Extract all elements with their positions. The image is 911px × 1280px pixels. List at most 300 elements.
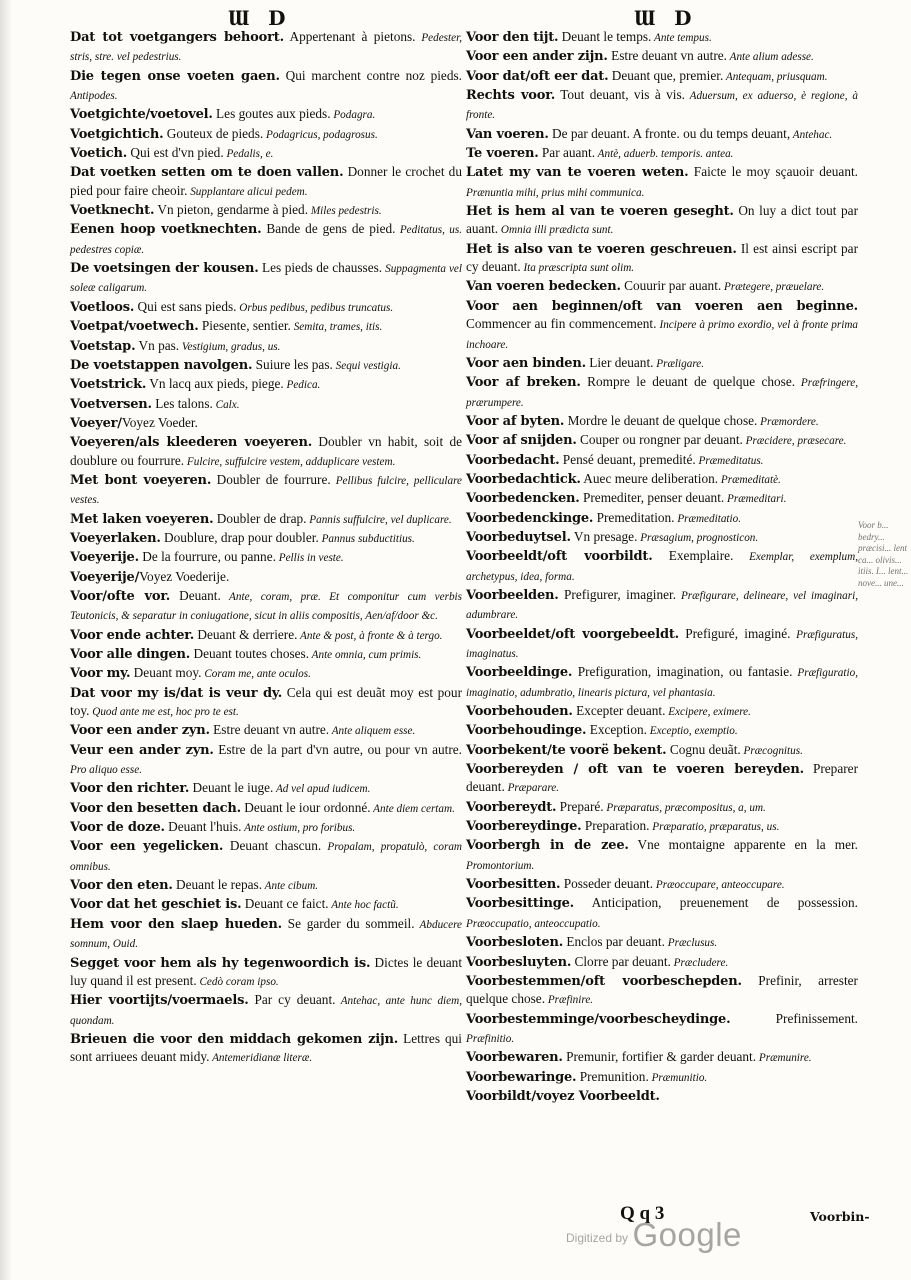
entry-latin-gloss: Ad vel apud iudicem.	[273, 783, 371, 796]
dictionary-entry	[70, 818, 462, 837]
entry-french-gloss: Couper ou rongner par deuant.	[576, 432, 743, 448]
entry-latin-gloss: Suppagmenta vel soleæ caligarum.	[70, 263, 462, 295]
entry-french-gloss: Prefiguré, imaginé.	[678, 625, 791, 641]
left-column	[70, 28, 462, 1068]
entry-latin-gloss: Præfinitio.	[466, 1032, 515, 1045]
entry-latin-gloss: Præparatio, præparatus, us.	[649, 821, 780, 834]
dictionary-entry	[70, 954, 462, 992]
entry-headword: Eenen hoop voetknechten.	[70, 222, 262, 238]
entry-headword: Voorbedencken.	[466, 491, 580, 507]
entry-headword: De voetstappen navolgen.	[70, 357, 253, 373]
entry-headword: Voetich.	[70, 146, 128, 162]
entry-french-gloss: Il est ainsi escript par cy deuant.	[466, 240, 858, 275]
entry-headword: Voorbergh in de zee.	[466, 838, 629, 854]
entry-latin-gloss: Sequi vestigia.	[332, 359, 401, 372]
entry-headword: Voor my.	[70, 666, 131, 682]
dictionary-entry	[466, 972, 858, 1010]
entry-french-gloss: Vn pieton, gendarme à pied.	[154, 202, 309, 218]
entry-french-gloss: Cela qui est deuãt moy est pour toy.	[70, 684, 462, 719]
entry-french-gloss: Par cy deuant.	[248, 992, 336, 1008]
entry-headword: Voor ende achter.	[70, 627, 195, 643]
entry-latin-gloss: Præoccupatio, anteoccupatio.	[466, 917, 601, 930]
handwritten-margin-note: Voor b... bedry... præcisi... lent ca... olivis... itiis. I... lent... nove... une...	[858, 520, 909, 588]
dictionary-entry	[70, 414, 462, 433]
entry-headword: Voeyerije.	[70, 550, 139, 566]
entry-french-gloss: Vn pas.	[135, 337, 180, 353]
dictionary-entry	[70, 626, 462, 645]
entry-headword: Voorbeeldinge.	[466, 665, 573, 681]
dictionary-entry	[466, 586, 858, 625]
entry-latin-gloss: Ante, coram, præ. Et componitur cum verbis Teutonicis, & separatur in coniugatione, sicut in aliis compositis, Aen/af/door &c.	[70, 590, 462, 623]
entry-latin-gloss: Semita, trames, itis.	[290, 321, 383, 334]
entry-headword: De voetsingen der kousen.	[70, 261, 259, 277]
dictionary-entry	[70, 991, 462, 1030]
dictionary-entry	[70, 837, 462, 876]
entry-french-gloss: Deuant le repas.	[172, 877, 263, 893]
dictionary-entry	[466, 760, 858, 798]
dictionary-entry	[70, 356, 462, 375]
dictionary-entry	[466, 953, 858, 972]
entry-headword: Die tegen onse voeten gaen.	[70, 68, 280, 84]
entry-headword: Voor/ofte vor.	[70, 588, 171, 604]
dictionary-entry	[466, 836, 858, 875]
entry-latin-gloss: Pedalis, e.	[223, 148, 274, 161]
dictionary-entry	[70, 645, 462, 664]
entry-headword: Voorbehouden.	[466, 704, 573, 720]
dictionary-entry	[466, 528, 858, 547]
entry-french-gloss: Enclos par deuant.	[563, 934, 665, 950]
entry-headword: Voor af byten.	[466, 413, 565, 429]
entry-french-gloss: Prefinissement.	[730, 1010, 858, 1026]
entry-headword: Voetgichtich.	[70, 126, 164, 142]
dictionary-entry	[466, 470, 858, 489]
entry-latin-gloss: Excipere, eximere.	[665, 706, 751, 719]
entry-latin-gloss: Coram me, ante oculos.	[201, 668, 311, 681]
entry-headword: Met bont voeyeren.	[70, 472, 212, 488]
entry-french-gloss: Doubler vn habit, soit de doublure ou fourrure.	[70, 434, 462, 468]
entry-french-gloss: Deuant moy.	[130, 665, 202, 681]
entry-headword: Voor den eten.	[70, 878, 173, 894]
dictionary-entry	[70, 317, 462, 336]
dictionary-entry	[466, 202, 858, 240]
entry-headword: Voorbedacht.	[466, 452, 560, 468]
entry-headword: Voor de doze.	[70, 820, 165, 836]
entry-french-gloss: Mordre le deuant de quelque chose.	[564, 412, 758, 428]
dictionary-entry	[466, 67, 858, 86]
dictionary-entry	[70, 510, 462, 529]
entry-french-gloss: Exemplaire.	[652, 548, 734, 564]
dictionary-entry	[70, 67, 462, 106]
entry-french-gloss: Vne montaigne apparente en la mer.	[628, 837, 858, 853]
dictionary-entry	[70, 105, 462, 124]
dictionary-entry	[70, 741, 462, 780]
entry-french-gloss: Anticipation, preuenement de possession.	[574, 895, 858, 911]
entry-headword: Dat tot voetgangers behoort.	[70, 30, 284, 45]
entry-headword: Voorbewaren.	[466, 1050, 563, 1066]
dictionary-entry	[70, 163, 462, 201]
entry-latin-gloss: Antemeridianæ literæ.	[209, 1052, 313, 1065]
entry-french-gloss: Bande de gens de pied.	[261, 221, 396, 237]
entry-latin-gloss: Antehac, ante hunc diem, quondam.	[70, 995, 462, 1027]
entry-french-gloss: Doublure, drap pour doubler.	[160, 529, 319, 545]
entry-french-gloss: Donner le crochet du pied pour faire cheoir.	[70, 164, 462, 198]
entry-latin-gloss: Vestigium, gradus, us.	[179, 340, 281, 353]
dictionary-entry	[466, 240, 858, 278]
entry-french-gloss: Prefinir, arrester quelque chose.	[466, 972, 858, 1007]
running-head-right: Ɯ D	[634, 6, 698, 30]
entry-headword: Voeyerlaken.	[70, 530, 161, 546]
entry-french-gloss: Faicte le moy sçauoir deuant.	[688, 164, 858, 180]
entry-latin-gloss: Prætegere, præuelare.	[721, 281, 825, 294]
entry-headword: Voorbereydinge.	[466, 819, 582, 835]
entry-french-gloss: Exception.	[586, 722, 647, 738]
entry-latin-gloss: Ita præscripta sunt olim.	[520, 262, 635, 275]
dictionary-entry	[70, 144, 462, 163]
entry-french-gloss: Estre deuant vn autre.	[607, 48, 728, 64]
entry-latin-gloss: Pro aliquo esse.	[70, 764, 142, 777]
entry-french-gloss: Auec meure deliberation.	[580, 470, 719, 486]
entry-headword: Voetgichte/voetovel.	[70, 107, 213, 123]
dictionary-entry	[466, 933, 858, 952]
entry-french-gloss: Estre deuant vn autre.	[209, 722, 330, 738]
dictionary-entry	[466, 1048, 858, 1067]
entry-latin-gloss: Præligare.	[653, 357, 705, 370]
dictionary-entry	[70, 915, 462, 954]
entry-french-gloss: Les goutes aux pieds.	[212, 106, 331, 122]
entry-latin-gloss: Promontorium.	[466, 859, 535, 872]
entry-french-gloss: De la fourrure, ou panne.	[138, 549, 276, 565]
entry-french-gloss: Commencer au fin commencement.	[466, 316, 657, 332]
entry-headword: Voeyer/	[70, 415, 122, 431]
entry-headword: Voorbedenckinge.	[466, 510, 594, 526]
entry-french-gloss: Deuant & derriere.	[194, 626, 298, 642]
dictionary-entry	[466, 297, 858, 354]
dictionary-entry	[466, 489, 858, 508]
entry-latin-gloss: Cedò coram ipso.	[196, 975, 279, 988]
entry-latin-gloss: Ante cibum.	[262, 880, 319, 893]
entry-headword: Voetversen.	[70, 396, 152, 412]
dictionary-entry	[466, 1087, 858, 1106]
dictionary-entry	[466, 547, 858, 586]
running-head-left: Ɯ D	[228, 6, 292, 30]
signature-mark: Q q 3	[620, 1203, 665, 1224]
page-gutter-shadow	[0, 0, 12, 1280]
entry-french-gloss: Gouteux de pieds.	[163, 125, 264, 141]
entry-headword: Voorbesittinge.	[466, 896, 574, 912]
entry-headword: Voorbeduytsel.	[466, 529, 571, 545]
dictionary-entry	[70, 568, 462, 587]
entry-headword: Voor den besetten dach.	[70, 800, 241, 816]
entry-french-gloss: On luy a dict tout par auant.	[466, 203, 858, 237]
entry-latin-gloss: Præoccupare, anteoccupare.	[653, 879, 785, 892]
entry-headword: Voorbedachtick.	[466, 471, 581, 487]
entry-latin-gloss: Exceptio, exemptio.	[646, 725, 738, 738]
entry-headword: Voetloos.	[70, 299, 135, 315]
dictionary-entry	[70, 433, 462, 471]
dictionary-entry	[466, 144, 858, 163]
entry-headword: Voor den tijt.	[466, 30, 559, 45]
entry-french-gloss: Deuant toutes choses.	[190, 646, 310, 661]
entry-latin-gloss: Pannus subductitius.	[318, 532, 415, 545]
entry-latin-gloss: Antè, aduerb. temporis. antea.	[595, 148, 734, 161]
catchword: Voorbin-	[810, 1209, 870, 1224]
entry-latin-gloss: Præmeditatio.	[674, 512, 742, 525]
entry-french-gloss: Deuant le temps.	[558, 29, 652, 44]
entry-french-gloss: Doubler de drap.	[213, 510, 307, 526]
entry-headword: Voorbereyden / oft van te voeren bereyden.	[466, 762, 804, 778]
dictionary-entry	[70, 375, 462, 394]
entry-headword: Voor aen beginnen/oft van voeren aen beginne.	[466, 298, 858, 314]
entry-latin-gloss: Fulcire, suffulcire vestem, adduplicare vestem.	[184, 455, 396, 468]
entry-headword: Te voeren.	[466, 146, 539, 162]
entry-french-gloss: De par deuant. A fronte. ou du temps deuant,	[548, 125, 791, 141]
right-column	[466, 28, 858, 1106]
entry-headword: Voor dat het geschiet is.	[70, 897, 242, 913]
entry-latin-gloss: Præcidere, præsecare.	[742, 435, 847, 448]
entry-latin-gloss: Prænuntia mihi, prius mihi communica.	[466, 186, 645, 199]
entry-headword: Voeyeren/als kleederen voeyeren.	[70, 435, 313, 451]
entry-latin-gloss: Præmunire.	[756, 1052, 812, 1065]
entry-headword: Voorbeeldt/oft voorbildt.	[466, 549, 653, 565]
entry-latin-gloss: Aduersum, ex aduerso, è regione, à fronte.	[466, 90, 858, 122]
entry-french-gloss: Qui est sans pieds.	[134, 298, 237, 314]
entry-french-gloss: Prefiguration, imagination, ou fantasie.	[572, 664, 793, 680]
dictionary-entry	[70, 876, 462, 895]
dictionary-entry	[466, 875, 858, 894]
dictionary-entry	[70, 471, 462, 510]
entry-latin-gloss: Miles pedestris.	[308, 205, 382, 218]
entry-headword: Dat voetken setten om te doen vallen.	[70, 165, 344, 181]
entry-latin-gloss: Pedester, stris, stre. vel pedestrius.	[70, 32, 463, 64]
entry-french-gloss: Deuant.	[170, 587, 221, 603]
entry-latin-gloss: Antehac.	[790, 128, 833, 141]
entry-latin-gloss: Omnia illi prædicta sunt.	[498, 224, 614, 237]
dictionary-entry	[466, 817, 858, 836]
entry-french-gloss: Suiure les pas.	[252, 356, 333, 372]
entry-latin-gloss: Peditatus, us. pedestres copiæ.	[70, 224, 462, 256]
entry-headword: Voetstap.	[70, 338, 136, 354]
entry-headword: Voorbehoudinge.	[466, 723, 587, 739]
entry-french-gloss: Tout deuant, vis à vis.	[555, 87, 685, 103]
dictionary-entry	[466, 1068, 858, 1087]
dictionary-entry	[466, 373, 858, 412]
dictionary-entry	[70, 664, 462, 683]
dictionary-entry	[70, 395, 462, 414]
entry-latin-gloss: Præcognitus.	[740, 744, 803, 757]
entry-latin-gloss: Ante ostium, pro foribus.	[241, 822, 356, 835]
entry-french-gloss: Lier deuant.	[585, 354, 654, 370]
dictionary-entry	[466, 894, 858, 933]
entry-french-gloss: Preparé.	[556, 798, 604, 814]
watermark-logo-text: Google	[632, 1216, 742, 1253]
entry-headword: Voor een ander zijn.	[466, 49, 608, 65]
dictionary-entry	[70, 779, 462, 798]
entry-french-gloss: Dictes le deuant luy quand il est present.	[70, 954, 463, 988]
entry-latin-gloss: Præparatus, præcompositus, a, um.	[603, 801, 766, 814]
entry-headword: Voor af breken.	[466, 375, 581, 391]
entry-french-gloss: Voyez Voederije.	[139, 568, 230, 584]
entry-headword: Voetstrick.	[70, 377, 147, 393]
entry-latin-gloss: Præfiguratus, imaginatus.	[466, 628, 859, 660]
dictionary-entry	[466, 86, 858, 125]
entry-latin-gloss: Exemplar, exemplum, archetypus, idea, forma.	[466, 551, 859, 583]
entry-latin-gloss: Podagricus, podagrosus.	[263, 128, 378, 141]
entry-french-gloss: Deuant que, premier.	[608, 67, 724, 83]
entry-headword: Voetpat/voetwech.	[70, 319, 199, 335]
entry-headword: Voor een yegelicken.	[70, 839, 224, 855]
dictionary-entry	[70, 125, 462, 144]
dictionary-entry	[466, 509, 858, 528]
dictionary-entry	[466, 741, 858, 760]
entry-latin-gloss: Præcludere.	[670, 956, 729, 969]
entry-latin-gloss: Orbus pedibus, pedibus truncatus.	[236, 301, 394, 314]
entry-french-gloss: Cognu deuãt.	[666, 741, 741, 757]
entry-headword: Voorbestemmen/oft voorbeschepden.	[466, 973, 742, 989]
entry-french-gloss: Prefigurer, imaginer.	[558, 586, 677, 602]
entry-headword: Hier voortijts/voermaels.	[70, 993, 249, 1009]
entry-french-gloss: Premediter, penser deuant.	[579, 490, 725, 506]
entry-french-gloss: Preparer deuant.	[466, 761, 858, 795]
dictionary-entry	[70, 259, 462, 298]
entry-headword: Segget voor hem als hy tegenwoordich is.	[70, 955, 371, 971]
entry-latin-gloss: Abducere somnum, Ouid.	[70, 918, 462, 951]
dictionary-entry	[70, 201, 462, 220]
entry-latin-gloss: Ante tempus.	[651, 32, 712, 44]
dictionary-entry	[466, 277, 858, 296]
entry-headword: Latet my van te voeren weten.	[466, 165, 689, 181]
entry-french-gloss: Pensé deuant, premedité.	[559, 451, 696, 467]
entry-french-gloss: Rompre le deuant de quelque chose.	[580, 374, 796, 390]
dictionary-entry	[466, 28, 858, 47]
dictionary-entry	[466, 163, 858, 202]
entry-headword: Voorbereydt.	[466, 799, 557, 815]
dictionary-entry	[466, 1010, 858, 1049]
entry-headword: Voor een ander zyn.	[70, 723, 210, 739]
dictionary-entry	[466, 412, 858, 431]
entry-latin-gloss: Ante aliquem esse.	[329, 725, 416, 738]
entry-french-gloss: Vn lacq aux pieds, piege.	[146, 376, 284, 392]
entry-latin-gloss: Antipodes.	[70, 90, 118, 103]
dictionary-entry	[70, 529, 462, 548]
dictionary-entry	[466, 625, 858, 664]
entry-french-gloss: Deuant ce faict.	[241, 896, 329, 912]
entry-latin-gloss: Pellis in veste.	[275, 552, 344, 565]
entry-headword: Voorbesluyten.	[466, 954, 572, 970]
entry-latin-gloss: Ante diem certam.	[370, 802, 455, 815]
entry-headword: Het is also van te voeren geschreuen.	[466, 241, 737, 257]
entry-latin-gloss: Præmeditatus.	[695, 454, 764, 467]
dictionary-entry	[70, 721, 462, 740]
entry-french-gloss: Doubler de fourrure.	[211, 471, 331, 487]
entry-french-gloss: Excepter deuant.	[572, 703, 666, 719]
dictionary-entry	[70, 587, 462, 626]
entry-headword: Voetknecht.	[70, 203, 155, 219]
dictionary-entry	[70, 895, 462, 914]
entry-headword: Van voeren bedecken.	[466, 279, 621, 295]
entry-french-gloss: Estre de la part d'vn autre, ou pour vn autre.	[213, 741, 462, 757]
entry-headword: Voor aen binden.	[466, 355, 586, 371]
dictionary-entry	[466, 721, 858, 740]
entry-french-gloss: Posseder deuant.	[560, 876, 654, 892]
dictionary-entry	[70, 1030, 462, 1068]
entry-latin-gloss: Præfringere, prærumpere.	[466, 377, 858, 409]
entry-headword: Veur een ander zyn.	[70, 742, 214, 758]
entry-headword: Voor alle dingen.	[70, 647, 191, 662]
entry-french-gloss: Se garder du sommeil.	[281, 915, 415, 931]
entry-headword: Brieuen die voor den middach gekomen zijn.	[70, 1031, 399, 1047]
entry-latin-gloss: Præfinire.	[545, 994, 594, 1007]
entry-headword: Voorbeeldet/oft voorgebeeldt.	[466, 626, 679, 642]
entry-latin-gloss: Præmeditatè.	[718, 473, 781, 486]
entry-latin-gloss: Ante alium adesse.	[727, 51, 814, 64]
dictionary-entry	[466, 354, 858, 373]
entry-french-gloss: Les talons.	[151, 395, 213, 411]
entry-headword: Voorbewaringe.	[466, 1069, 577, 1085]
entry-latin-gloss: Ante hoc factũ.	[328, 899, 399, 912]
entry-headword: Hem voor den slaep hueden.	[70, 916, 282, 932]
entry-latin-gloss: Pedica.	[283, 379, 321, 392]
entry-french-gloss: Premunir, fortifier & garder deuant.	[562, 1049, 757, 1065]
entry-latin-gloss: Præmunitio.	[648, 1071, 708, 1084]
entry-headword: Voeyerije/	[70, 569, 140, 585]
entry-latin-gloss: Præmordere.	[757, 415, 819, 428]
entry-french-gloss: Premunition.	[576, 1068, 649, 1084]
entry-french-gloss: Qui marchent contre noz pieds.	[279, 67, 462, 83]
dictionary-entry	[466, 451, 858, 470]
entry-latin-gloss: Propalam, propatulò, coram omnibus.	[70, 841, 462, 873]
entry-headword: Voor af snijden.	[466, 433, 577, 449]
entry-latin-gloss: Præparare.	[504, 782, 560, 795]
entry-headword: Voorbestemminge/voorbescheydinge.	[466, 1011, 731, 1027]
entry-headword: Voorbeelden.	[466, 587, 559, 603]
dictionary-entry	[70, 337, 462, 356]
entry-headword: Dat voor my is/dat is veur dy.	[70, 685, 283, 701]
entry-headword: Met laken voeyeren.	[70, 511, 214, 527]
entry-french-gloss: Deuant chascun.	[223, 838, 322, 854]
dictionary-entry	[70, 548, 462, 567]
dictionary-entry	[466, 798, 858, 817]
entry-latin-gloss: Ante & post, à fronte & à tergo.	[297, 629, 443, 642]
entry-french-gloss: Appertenant à pietons.	[283, 29, 416, 44]
entry-headword: Voor dat/oft eer dat.	[466, 68, 609, 84]
entry-latin-gloss: Antequam, priusquam.	[723, 70, 828, 83]
entry-headword: Voorbildt/voyez Voorbeeldt.	[466, 1088, 660, 1104]
entry-latin-gloss: Podagra.	[330, 109, 376, 122]
entry-latin-gloss: Præfigurare, delineare, vel imaginari, adumbrare.	[466, 589, 858, 622]
watermark-small-text: Digitized by	[566, 1231, 629, 1245]
entry-french-gloss: Qui est d'vn pied.	[127, 145, 224, 161]
dictionary-entry	[466, 431, 858, 450]
entry-french-gloss: Clorre par deuant.	[571, 953, 671, 969]
entry-french-gloss: Deuant le iour ordonné.	[240, 799, 371, 815]
entry-latin-gloss: Calx.	[212, 398, 240, 411]
entry-latin-gloss: Pellibus fulcire, pelliculare vestes.	[70, 474, 462, 507]
dictionary-entry	[466, 663, 858, 702]
dictionary-entry	[70, 684, 462, 722]
entry-latin-gloss: Pannis suffulcire, vel duplicare.	[306, 513, 452, 526]
entry-latin-gloss: Præsagium, prognosticon.	[637, 531, 759, 544]
entry-latin-gloss: Ante omnia, cum primis.	[309, 649, 422, 661]
dictionary-entry	[70, 220, 462, 259]
entry-french-gloss: Deuant l'huis.	[164, 819, 242, 835]
entry-french-gloss: Voyez Voeder.	[121, 414, 198, 430]
entry-latin-gloss: Supplantare alicui pedem.	[187, 185, 308, 198]
entry-french-gloss: Deuant le iuge.	[189, 780, 274, 796]
entry-french-gloss: Couurir par auant.	[620, 278, 722, 294]
entry-french-gloss: Vn presage.	[570, 528, 638, 544]
dictionary-entry	[466, 702, 858, 721]
entry-latin-gloss: Præmeditari.	[724, 493, 787, 506]
